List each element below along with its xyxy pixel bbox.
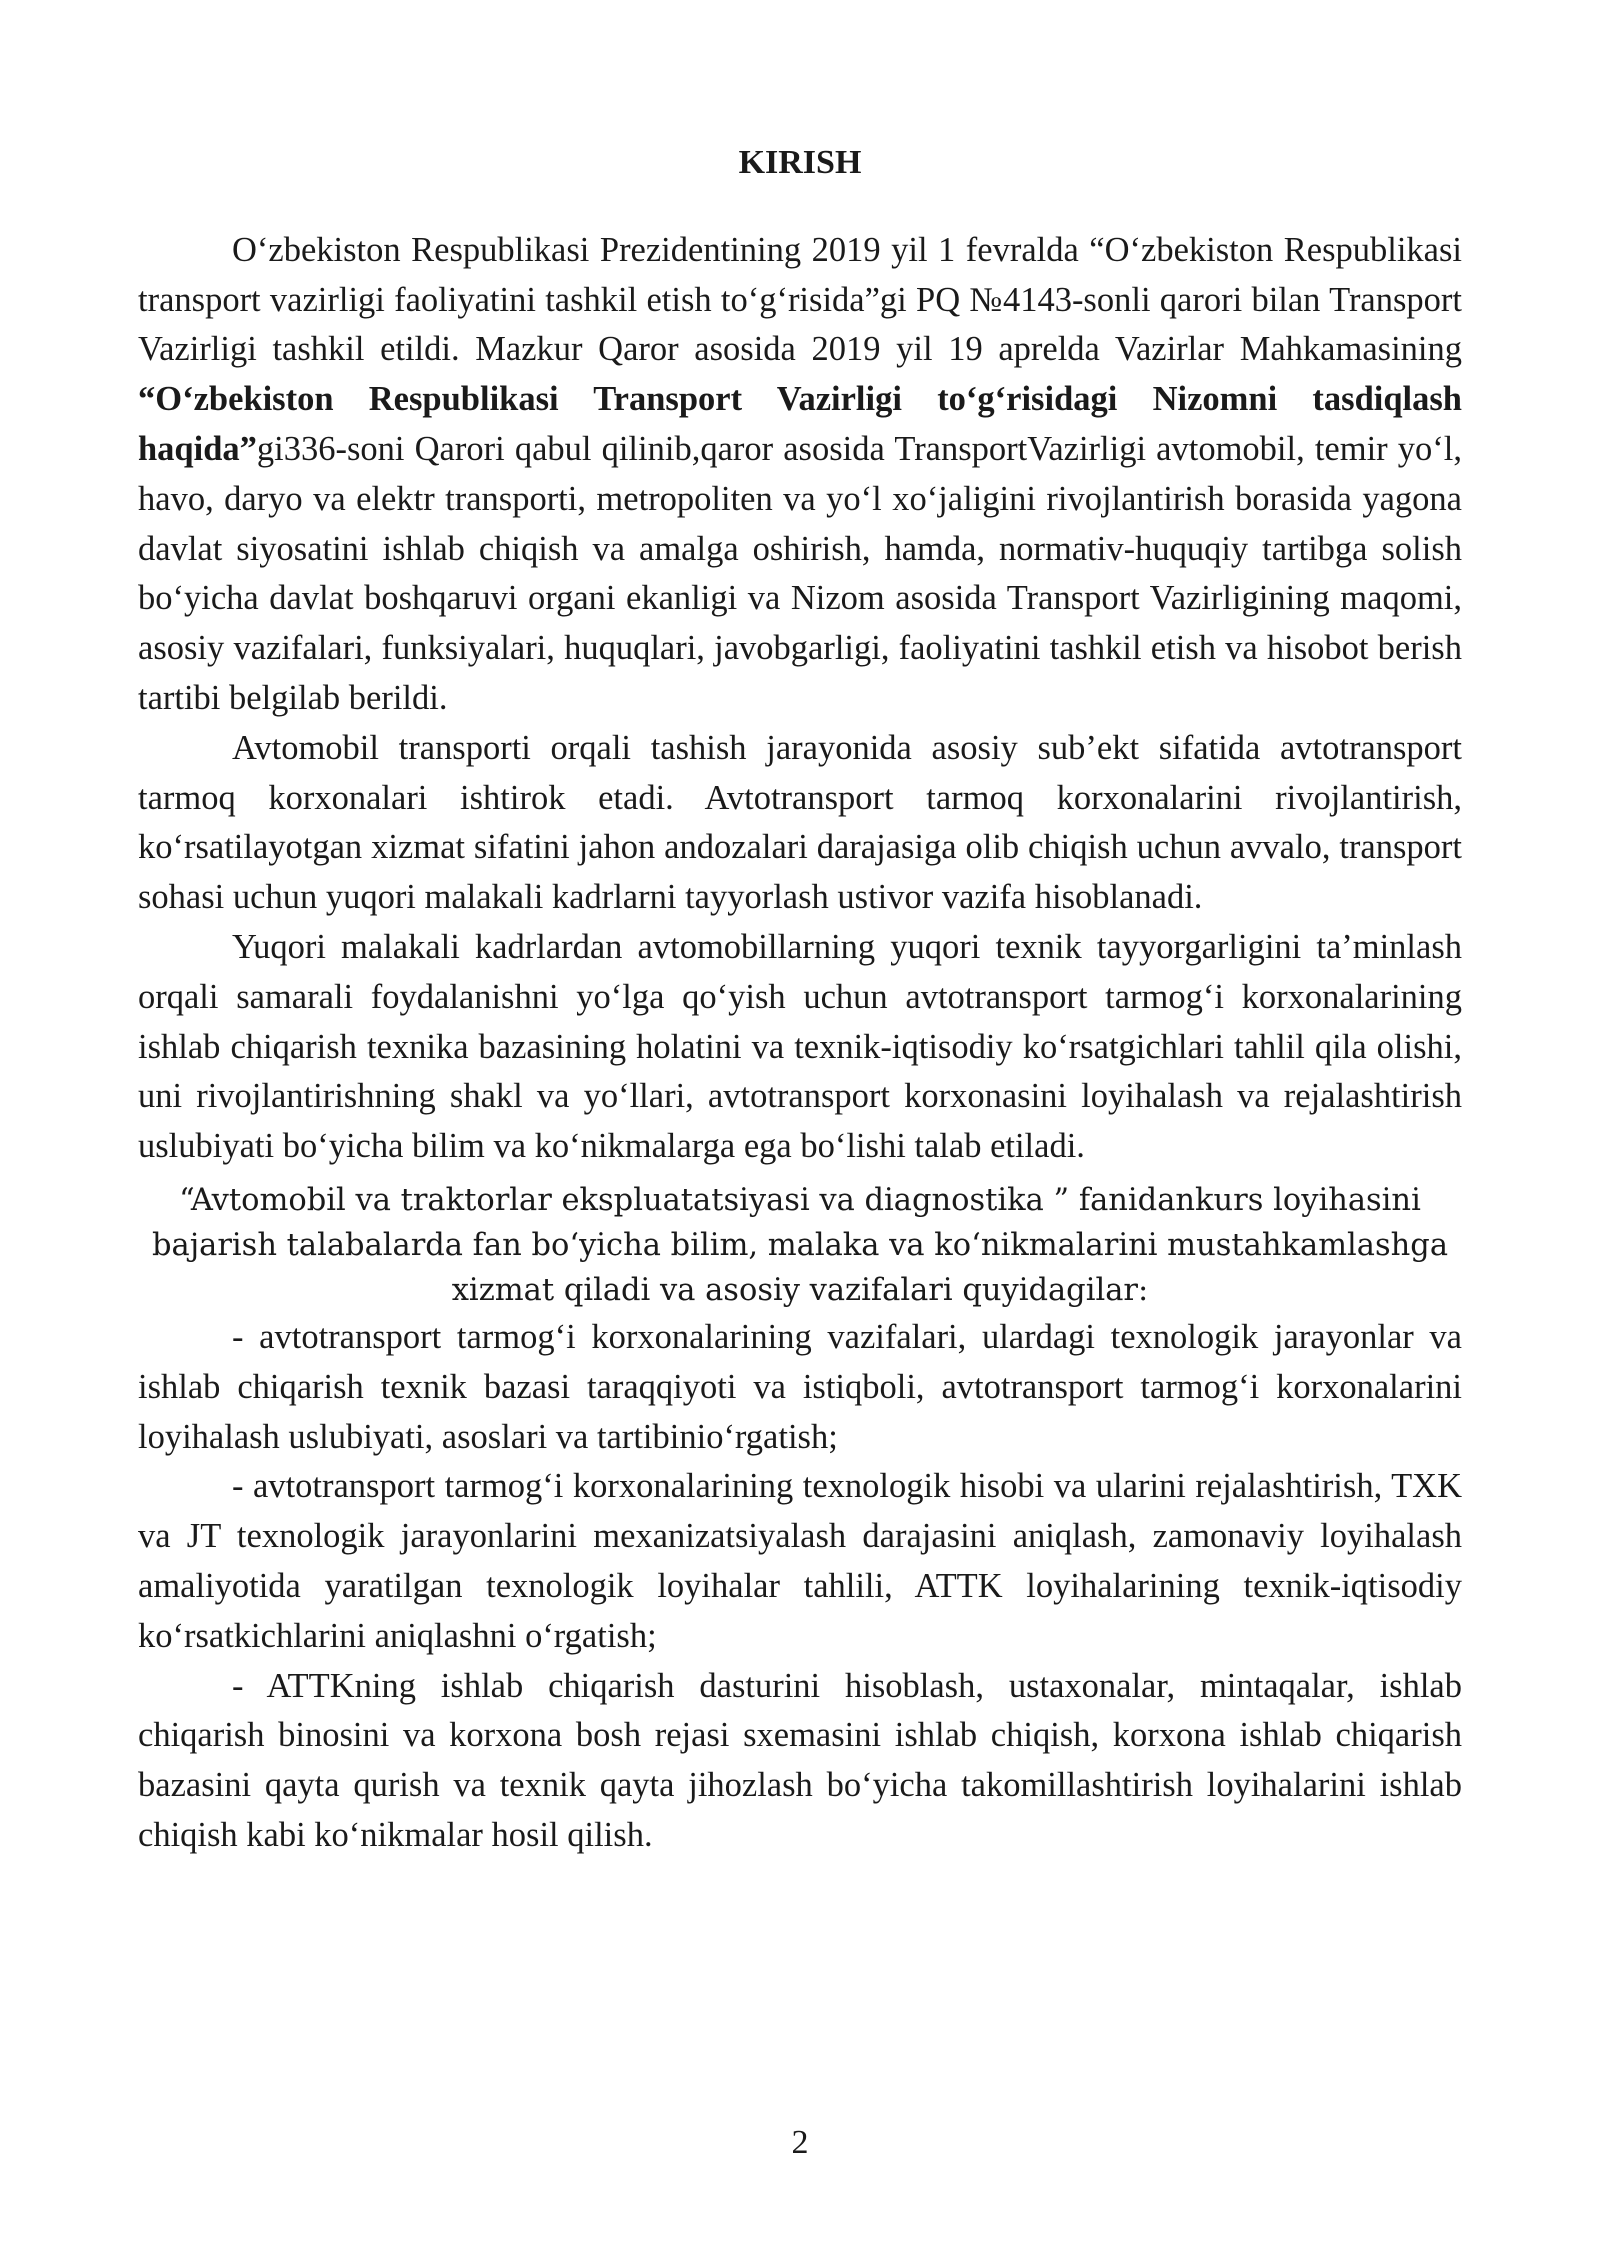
list-item: - ATTKning ishlab chiqarish dasturini hisoblash, ustaxonalar, mintaqalar, ishlab chiqarish binosini va korxona bosh rejasi sxemasini ishlab chiqish, korxona ishlab chiqarish bazasini qayta qurish va texnik qayta jihozlash bo‘yicha takomillashtirish loyihalarini ishlab chiqish kabi ko‘nikmalar hosil qilish. — [138, 1666, 1462, 1854]
list-item: - avtotransport tarmog‘i korxonalarining vazifalari, ulardagi texnologik jarayonlar va ishlab chiqarish texnik bazasi taraqqiyoti va istiqboli, avtotransport tarmog‘i korxonalarini loyihalash uslubiyati, asoslari va tartibinio‘rgatish; — [138, 1317, 1462, 1456]
paragraph-qualified-staff: Yuqori malakali kadrlardan avtomobillarning yuqori texnik tayyorgarligini ta’minlash orqali samarali foydalanishni yo‘lga qo‘yish uchun avtotransport tarmog‘i korxonalarining ishlab chiqarish texnika bazasining holatini va texnik-iqtisodiy ko‘rsatgichlari tahlil qila olishi, uni rivojlantirishning shakl va yo‘llari, avtotransport korxonasini loyihalash va rejalashtirish uslubiyati bo‘yicha bilim va ko‘nikmalarga ega bo‘lishi talab etiladi. — [138, 927, 1462, 1166]
page-content — [138, 138, 1462, 1861]
page-number: 2 — [791, 2124, 809, 2161]
course-purpose-line-2: bajarish talabalarda fan bo‘yicha bilim, malaka va ko‘nikmalarini mustahkamlashga — [152, 1227, 1448, 1263]
list-item: - avtotransport tarmog‘i korxonalarining texnologik hisobi va ularini rejalashtirish, TXK va JT texnologik jarayonlarini mexanizatsiyalash darajasini aniqlash, zamonaviy loyihalash amaliyotida yaratilgan texnologik loyihalar tahlili, ATTK loyihalarining texnik-iqtisodiy ko‘rsatkichlarini aniqlashni o‘rgatish; — [138, 1467, 1462, 1655]
paragraph-intro-bold-title: “O‘zbekiston Respublikasi Transport Vazirligi to‘g‘risidagi Nizomni tasdiqlash haqida” — [138, 380, 1462, 468]
paragraph-course-purpose — [138, 1178, 1462, 1313]
course-purpose-line-1: “Avtomobil va traktorlar ekspluatatsiyasi va diagnostika ” fanidankurs loyihasini — [179, 1182, 1421, 1218]
paragraph-intro-text-2: gi336-soni Qarori qabul qilinib,qaror asosida TransportVazirligi avtomobil, temir yo‘l, havo, daryo va elektr transporti, metropoliten va yo‘l xo‘jaligini rivojlantirish borasida yagona davlat siyosatini ishlab chiqish va amalga oshirish, hamda, normativ-huquqiy tartibga solish bo‘yicha davlat boshqaruvi organi ekanligi va Nizom asosida Transport Vazirligining maqomi, asosiy vazifalari, funksiyalari, huquqlari, javobgarligi, faoliyatini tashkil etish va hisobot berish tartibi belgilab berildi. — [138, 429, 1462, 717]
paragraph-intro — [138, 226, 1462, 724]
page-title: KIRISH — [738, 144, 862, 181]
course-purpose-line-3: xizmat qiladi va asosiy vazifalari quyidagilar: — [451, 1272, 1149, 1308]
paragraph-intro-text-1: O‘zbekiston Respublikasi Prezidentining 2019 yil 1 fevralda “O‘zbekiston Respublikasi transport vazirligi faoliyatini tashkil etish to‘g‘risida”gi PQ №4143-sonli qarori bilan Transport Vazirligi tashkil etildi. Mazkur Qaror asosida 2019 yil 19 aprelda Vazirlar Mahkamasining — [138, 230, 1462, 369]
paragraph-transport: Avtomobil transporti orqali tashish jarayonida asosiy sub’ekt sifatida avtotransport tarmoq korxonalari ishtirok etadi. Avtotransport tarmoq korxonalarini rivojlantirish, ko‘rsatilayotgan xizmat sifatini jahon andozalari darajasiga olib chiqish uchun avvalo, transport sohasi uchun yuqori malakali kadrlarni tayyorlash ustivor vazifa hisoblanadi. — [138, 728, 1462, 917]
